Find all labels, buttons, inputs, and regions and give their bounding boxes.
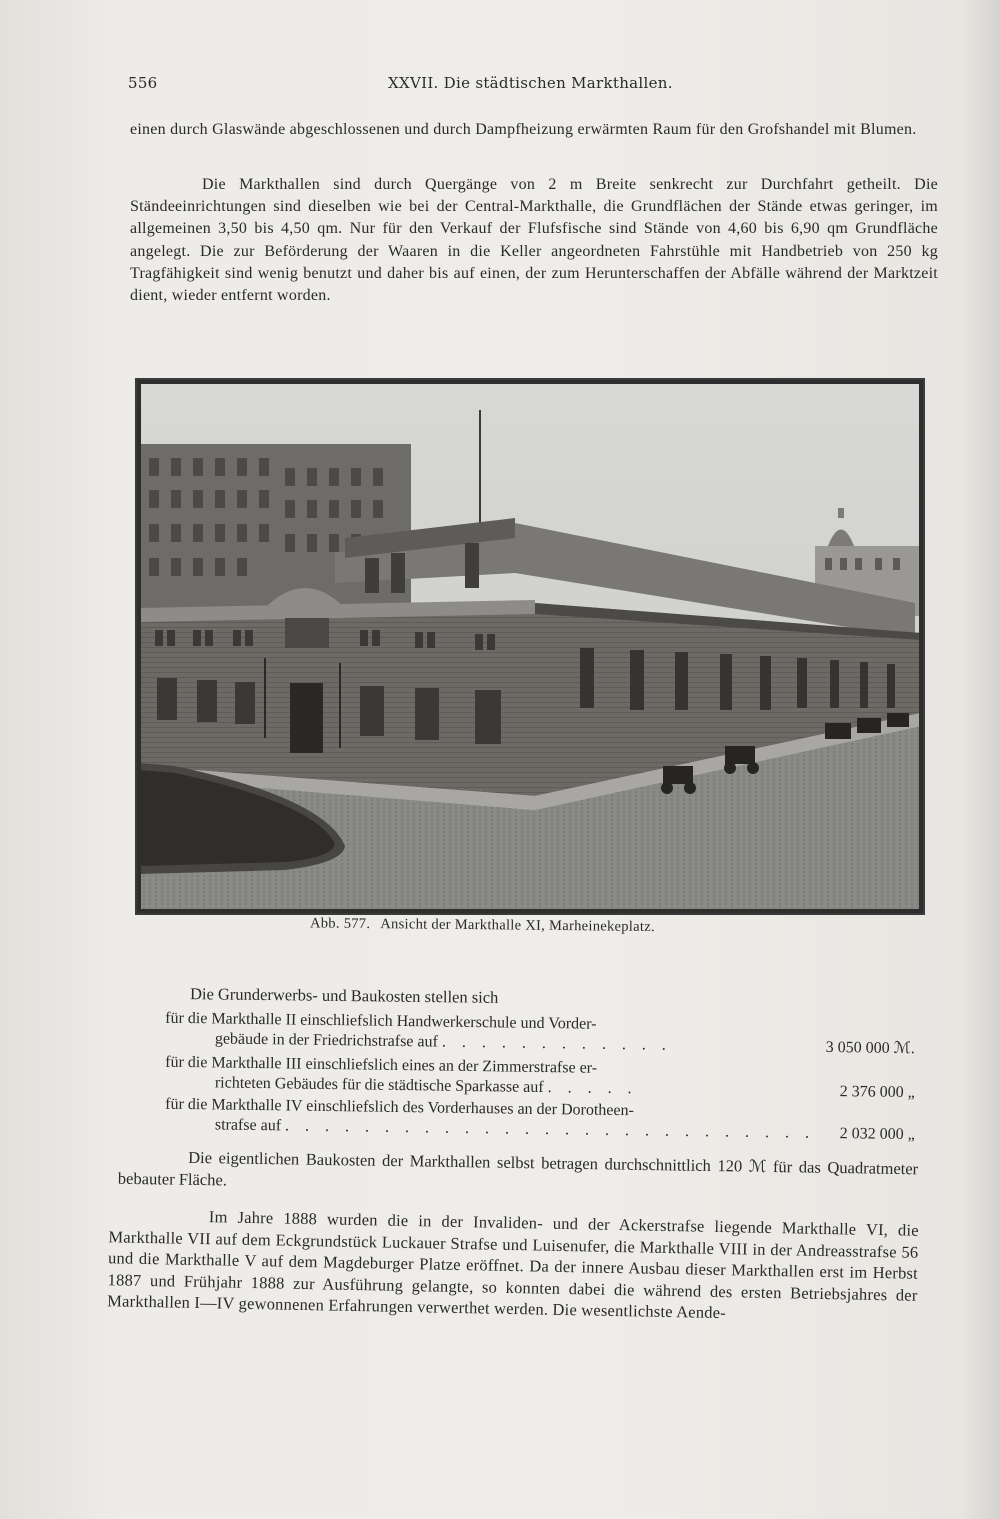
leader-dots: . . . . . <box>547 1079 638 1098</box>
page-header <box>128 74 938 98</box>
cost-item-label: gebäude in der Friedrichstrafse auf <box>214 1030 439 1051</box>
cost-item-line1: für die Markthalle II einschliefslich Handwerkerschule und Vorder- <box>165 1009 597 1033</box>
paragraph-1: einen durch Glaswände abgeschlossenen und durch Dampfheizung erwärmten Raum für den Grofshandel mit Blumen. <box>130 121 917 138</box>
figure-market-hall-photo <box>135 378 925 915</box>
figure-number: Abb. 577. <box>309 915 371 933</box>
summary-paragraph: Die eigentlichen Baukosten der Markthallen selbst betragen durchschnittlich 120 ℳ für das Quadratmeter bebauter Fläche. <box>117 1147 919 1190</box>
paragraph-3: Im Jahre 1888 wurden die in der Invaliden- und der Ackerstrafse liegende Markthalle VI, die Markthalle VII auf dem Eckgrundstück Luckauer Strafse und Luisenufer, die Markthalle VIII in der Andreasstrafse 56 und die Markthalle V auf dem Magdeburger Platze eröffnet. Da der innere Ausbau dieser Markthallen erst im Herbst 1887 und Frühjahr 1888 zur Ausführung gelangte, so konnten dabei die während des ersten Betriebsjahres der Markthallen I—IV gewonnenen Erfahrungen verwerthet werden. Die wesentlichste Aende- <box>107 1207 919 1323</box>
cost-amount: 2 376 000 „ <box>839 1083 915 1102</box>
leader-dots: . . . . . . . . . . . . . . . . . . . . . . . . . . . <box>284 1117 816 1142</box>
cost-item-line1: für die Markthalle III einschliefslich eines an der Zimmerstrafse er- <box>165 1053 598 1077</box>
figure-caption-text: Ansicht der Markthalle XI, Marheinekeplatz. <box>380 916 655 935</box>
cost-item <box>165 1009 925 1060</box>
market-hall-photo-illustration <box>135 378 925 915</box>
cost-item-label: richteten Gebäudes für die städtische Sparkasse auf <box>214 1074 544 1096</box>
paragraph-2: Die Markthallen sind durch Quergänge von 2 m Breite senkrecht zur Durchfahrt getheilt. Die Ständeeinrichtungen sind dieselben wie bei der Central-Markthalle, die Grundflächen der Stände etwas geringer, im allgemeinen 3,50 bis 4,50 qm. Nur für den Verkauf der Flufsfische sind Stände von 4,60 bis 6,90 qm Grundfläche angelegt. Die zur Beförderung der Waaren in die Keller angeordneten Fahrstühle mit Handbetrieb von 250 kg Tragfähigkeit sind wenig benutzt und daher bis auf einen, der zum Herunterschaffen der Abfälle während der Marktzeit dient, wieder entfernt worden. <box>130 176 938 305</box>
page-number: 556 <box>128 74 158 92</box>
cost-item-line1: für die Markthalle IV einschliefslich des Vorderhauses an der Dorotheen- <box>165 1095 635 1120</box>
running-title: XXVII. Die städtischen Markthallen. <box>388 74 673 92</box>
cost-amount: 3 050 000 ℳ. <box>825 1038 915 1058</box>
figure-caption <box>310 915 810 937</box>
cost-item <box>165 1095 925 1146</box>
leader-dots: . . . . . . . . . . . . <box>441 1033 672 1054</box>
cost-amount: 2 032 000 „ <box>839 1125 915 1144</box>
cost-item-label: strafse auf <box>214 1116 282 1135</box>
costs-intro: Die Grunderwerbs- und Baukosten stellen sich <box>189 984 499 1007</box>
